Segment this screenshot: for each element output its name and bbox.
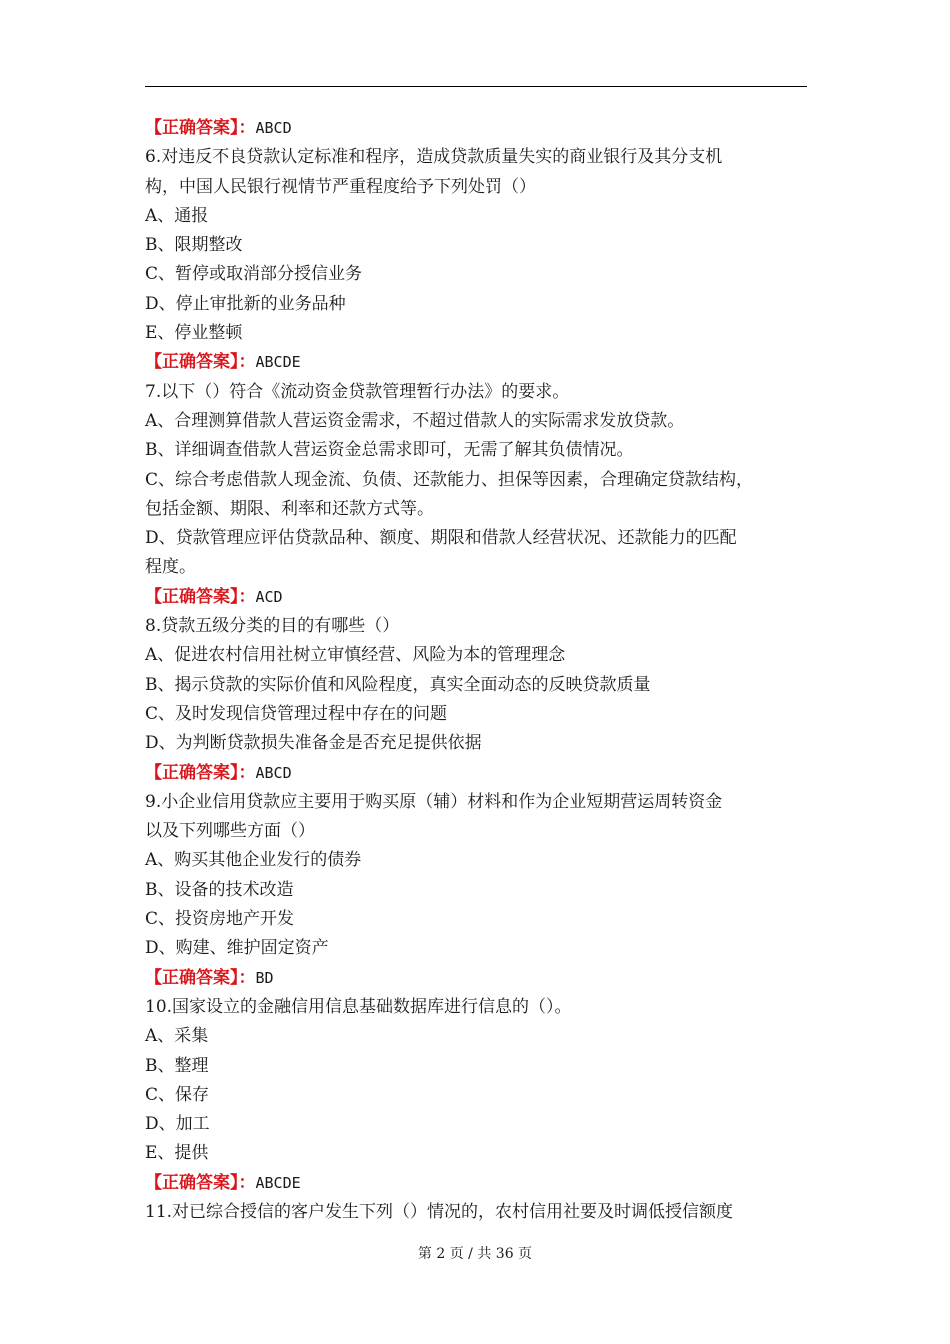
text-line: B、详细调查借款人营运资金总需求即可，无需了解其负债情况。 — [145, 440, 634, 461]
text-line: 包括金额、期限、利率和还款方式等。 — [145, 498, 434, 519]
correct-answer — [145, 114, 817, 143]
text-line: A、通报 — [145, 205, 209, 226]
correct-answer-value: ACD — [255, 587, 283, 606]
text-line: 程度。 — [145, 557, 196, 578]
correct-answer — [145, 759, 817, 788]
text-line: C、投资房地产开发 — [145, 909, 295, 930]
text-line: A、采集 — [145, 1026, 209, 1047]
text-line: 以及下列哪些方面（） — [145, 821, 315, 842]
text-line: E、提供 — [145, 1143, 209, 1164]
text-line: 7.以下（）符合《流动资金贷款管理暂行办法》的要求。 — [145, 381, 570, 402]
text-line: D、停止审批新的业务品种 — [145, 293, 346, 314]
text-line: C、综合考虑借款人现金流、负债、还款能力、担保等因素，合理确定贷款结构， — [145, 469, 754, 490]
correct-answer-label: 【正确答案】： — [145, 352, 256, 373]
correct-answer-value: ABCDE — [255, 1173, 301, 1192]
correct-answer-value: ABCDE — [255, 353, 301, 372]
correct-answer-label: 【正确答案】： — [145, 762, 256, 783]
text-line: 8.贷款五级分类的目的有哪些（） — [145, 616, 400, 637]
text-line: 构，中国人民银行视情节严重程度给予下列处罚（） — [145, 176, 536, 197]
correct-answer-label: 【正确答案】： — [145, 118, 256, 138]
correct-answer — [145, 1169, 817, 1198]
text-line: 11.对已综合授信的客户发生下列（）情况的，农村信用社要及时调低授信额度 — [145, 1201, 734, 1222]
text-line: A、促进农村信用社树立审慎经营、风险为本的管理理念 — [145, 645, 566, 666]
document-body — [145, 114, 817, 1227]
text-line: E、停业整顿 — [145, 323, 243, 344]
correct-answer-label: 【正确答案】： — [145, 1172, 256, 1193]
text-line: 9.小企业信用贷款应主要用于购买原（辅）材料和作为企业短期营运周转资金 — [145, 791, 723, 812]
header-rule — [145, 86, 807, 87]
text-line: B、揭示贷款的实际价值和风险程度，真实全面动态的反映贷款质量 — [145, 674, 651, 695]
correct-answer-value: BD — [255, 968, 274, 987]
page-footer: 第 2 页 / 共 36 页 — [417, 1246, 533, 1262]
text-line: C、及时发现信贷管理过程中存在的问题 — [145, 703, 448, 724]
text-line: 10.国家设立的金融信用信息基础数据库进行信息的（）。 — [145, 996, 572, 1017]
text-line: 6.对违反不良贷款认定标准和程序，造成贷款质量失实的商业银行及其分支机 — [145, 147, 723, 168]
text-line: C、保存 — [145, 1084, 210, 1105]
text-line: D、贷款管理应评估贷款品种、额度、期限和借款人经营状况、还款能力的匹配 — [145, 528, 737, 549]
correct-answer — [145, 964, 817, 993]
correct-answer-label: 【正确答案】： — [145, 586, 256, 607]
text-line: A、购买其他企业发行的债券 — [145, 850, 362, 871]
correct-answer-value: ABCD — [255, 119, 292, 137]
text-line: C、暂停或取消部分授信业务 — [145, 264, 363, 285]
text-line: B、限期整改 — [145, 235, 243, 256]
correct-answer — [145, 348, 817, 377]
text-line: D、购建、维护固定资产 — [145, 938, 329, 959]
correct-answer-value: ABCD — [255, 763, 292, 782]
text-line: A、合理测算借款人营运资金需求，不超过借款人的实际需求发放贷款。 — [145, 410, 685, 431]
correct-answer-label: 【正确答案】： — [145, 967, 256, 988]
text-line: B、设备的技术改造 — [145, 879, 294, 900]
text-line: B、整理 — [145, 1055, 209, 1076]
text-line: D、加工 — [145, 1114, 210, 1135]
correct-answer — [145, 583, 817, 612]
text-line: D、为判断贷款损失准备金是否充足提供依据 — [145, 733, 482, 754]
